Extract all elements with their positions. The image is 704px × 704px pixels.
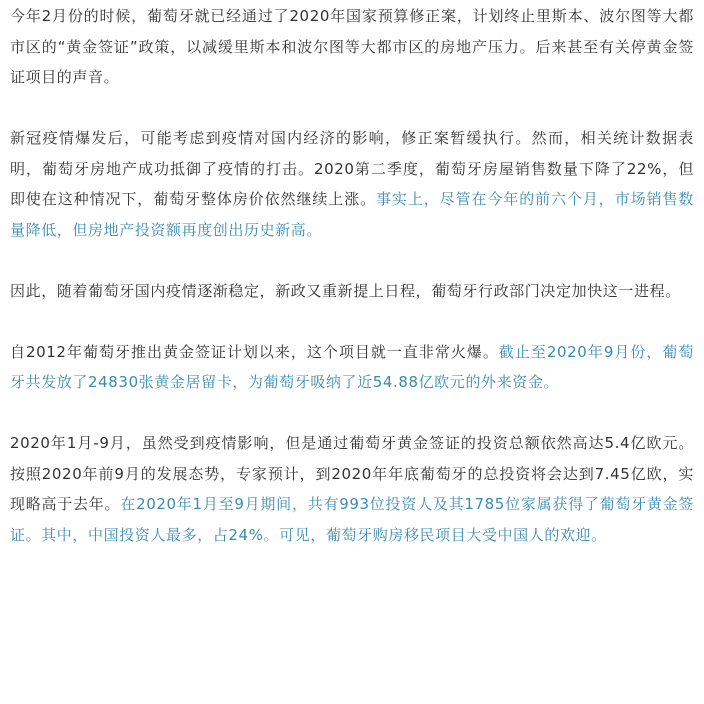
paragraph-1-text: 今年2月份的时候，葡萄牙就已经通过了2020年国家预算修正案，计划终止里斯本、波尔图等大都市区的“黄金签证”政策，以减缓里斯本和波尔图等大都市区的房地产压力。后来甚至有关停黄金签证项目的声音。	[10, 7, 694, 86]
paragraph-2-text: 新冠疫情爆发后，可能考虑到疫情对国内经济的影响，修正案暂缓执行。然而，相关统计数据表明，葡萄牙房地产成功抵御了疫情的打击。2020第二季度，葡萄牙房屋销售数量下降了22%，但即使在这种情况下，葡萄牙整体房价依然继续上涨。	[10, 129, 694, 208]
paragraph-4	[10, 337, 694, 398]
paragraph-3-text: 因此，随着葡萄牙国内疫情逐渐稳定，新政又重新提上日程，葡萄牙行政部门决定加快这一进程。	[10, 281, 681, 300]
paragraph-2	[10, 123, 694, 245]
paragraph-5	[10, 428, 694, 550]
paragraph-3	[10, 276, 694, 307]
paragraph-4-text: 自2012年葡萄牙推出黄金签证计划以来，这个项目就一直非常火爆。	[10, 342, 499, 361]
paragraph-4-highlight: 截止至2020年9月份，葡萄牙共发放了24830张黄金居留卡，为葡萄牙吸纳了近54.88亿欧元的外来资金。	[10, 342, 694, 391]
paragraph-1	[10, 0, 694, 93]
paragraph-5-highlight: 在2020年1月至9月期间，共有993位投资人及其1785位家属获得了葡萄牙黄金签证。其中，中国投资人最多，占24%。可见，葡萄牙购房移民项目大受中国人的欢迎。	[10, 495, 695, 544]
paragraph-2-highlight: 事实上，尽管在今年的前六个月，市场销售数量降低，但房地产投资额再度创出历史新高。	[10, 190, 694, 239]
paragraph-5-text: 2020年1月-9月，虽然受到疫情影响，但是通过葡萄牙黄金签证的投资总额依然高达5.4亿欧元。按照2020年前9月的发展态势，专家预计，到2020年年底葡萄牙的总投资将会达到7.45亿欧，实现略高于去年。	[10, 434, 694, 513]
